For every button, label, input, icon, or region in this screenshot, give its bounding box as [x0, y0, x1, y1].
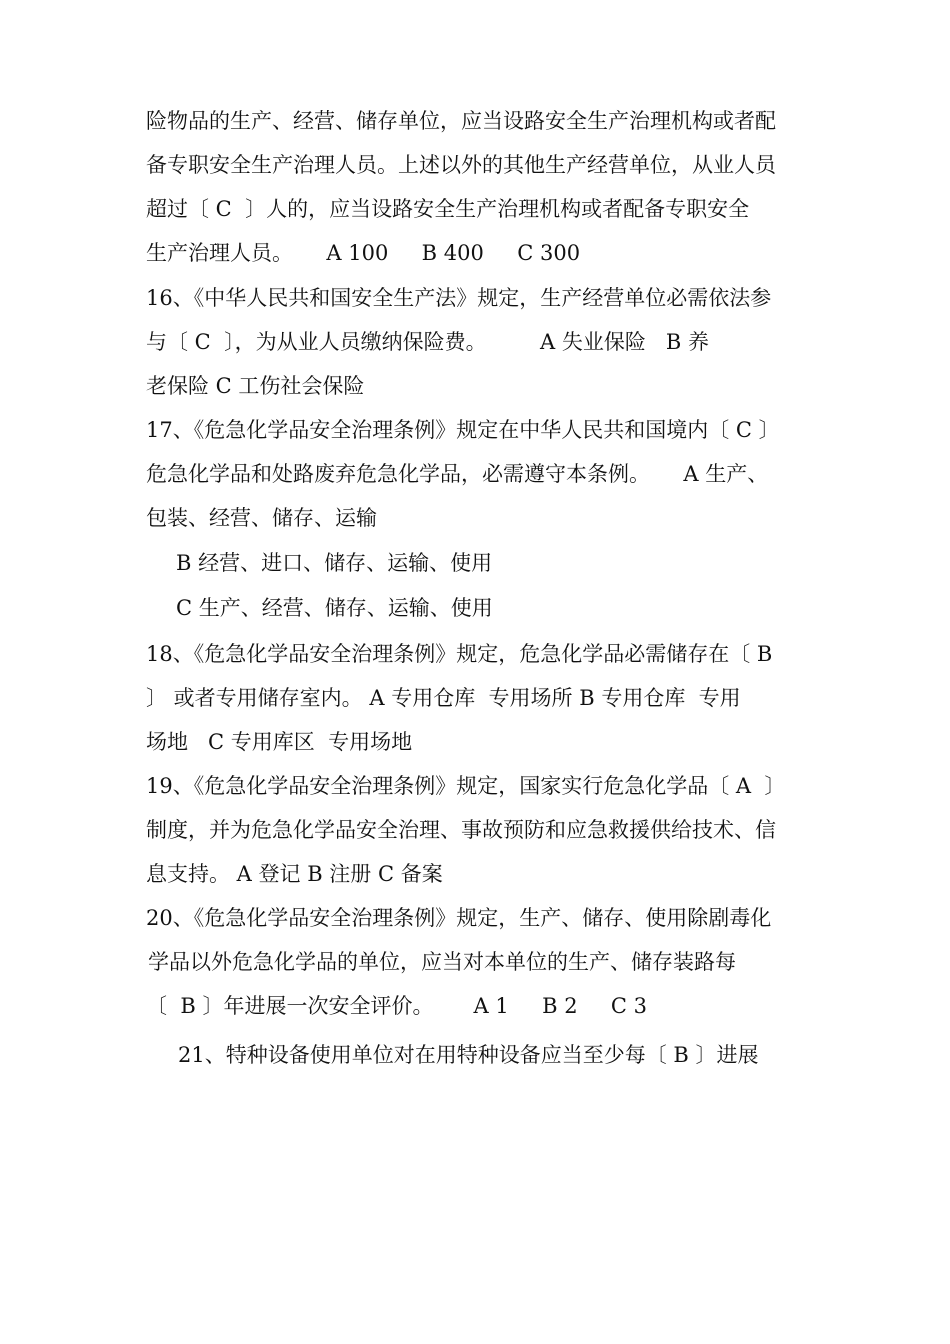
- text-line: 场地 C 专用库区 专用场地: [146, 730, 413, 754]
- text-line: 生产治理人员。 A 100 B 400 C 300: [146, 241, 581, 265]
- text-line: 老保险 C 工伤社会保险: [146, 374, 365, 398]
- option-c-line: C 生产、经营、储存、运输、使用: [176, 596, 493, 620]
- text-line: 制度，并为危急化学品安全治理、事故预防和应急救援供给技术、信: [146, 818, 776, 842]
- question-18-line: 18、《危急化学品安全治理条例》规定，危急化学品必需储存在〔 B: [146, 642, 773, 666]
- text-line: 备专职安全生产治理人员。上述以外的其他生产经营单位，从业人员: [146, 153, 776, 177]
- question-16-line: 16、《中华人民共和国安全生产法》规定，生产经营单位必需依法参: [146, 286, 772, 310]
- text-line: 学品以外危急化学品的单位，应当对本单位的生产、储存装路每: [148, 950, 736, 974]
- question-17-line: 17、《危急化学品安全治理条例》规定在中华人民共和国境内〔 C 〕: [146, 418, 780, 442]
- text-line: 〕 或者专用储存室内。 A 专用仓库 专用场所 B 专用仓库 专用: [146, 686, 741, 710]
- text-line: 息支持。 A 登记 B 注册 C 备案: [146, 862, 443, 886]
- question-20-line: 20、《危急化学品安全治理条例》规定，生产、储存、使用除剧毒化: [146, 906, 772, 930]
- text-line: 〔 B 〕年进展一次安全评价。 A 1 B 2 C 3: [146, 994, 648, 1018]
- option-b-line: B 经营、进口、储存、运输、使用: [176, 551, 493, 575]
- text-line: 包装、经营、储存、运输: [146, 506, 377, 530]
- text-line: 危急化学品和处路废弃危急化学品，必需遵守本条例。 A 生产、: [146, 462, 769, 486]
- text-line: 超过〔 C 〕人的，应当设路安全生产治理机构或者配备专职安全: [146, 197, 750, 221]
- question-21-line: 21、特种设备使用单位对在用特种设备应当至少每〔 B 〕进展: [178, 1043, 759, 1067]
- text-line: 与〔 C 〕，为从业人员缴纳保险费。 A 失业保险 B 养: [146, 330, 709, 354]
- text-line: 险物品的生产、经营、储存单位，应当设路安全生产治理机构或者配: [146, 109, 776, 133]
- question-19-line: 19、《危急化学品安全治理条例》规定，国家实行危急化学品〔 A 〕: [146, 774, 786, 798]
